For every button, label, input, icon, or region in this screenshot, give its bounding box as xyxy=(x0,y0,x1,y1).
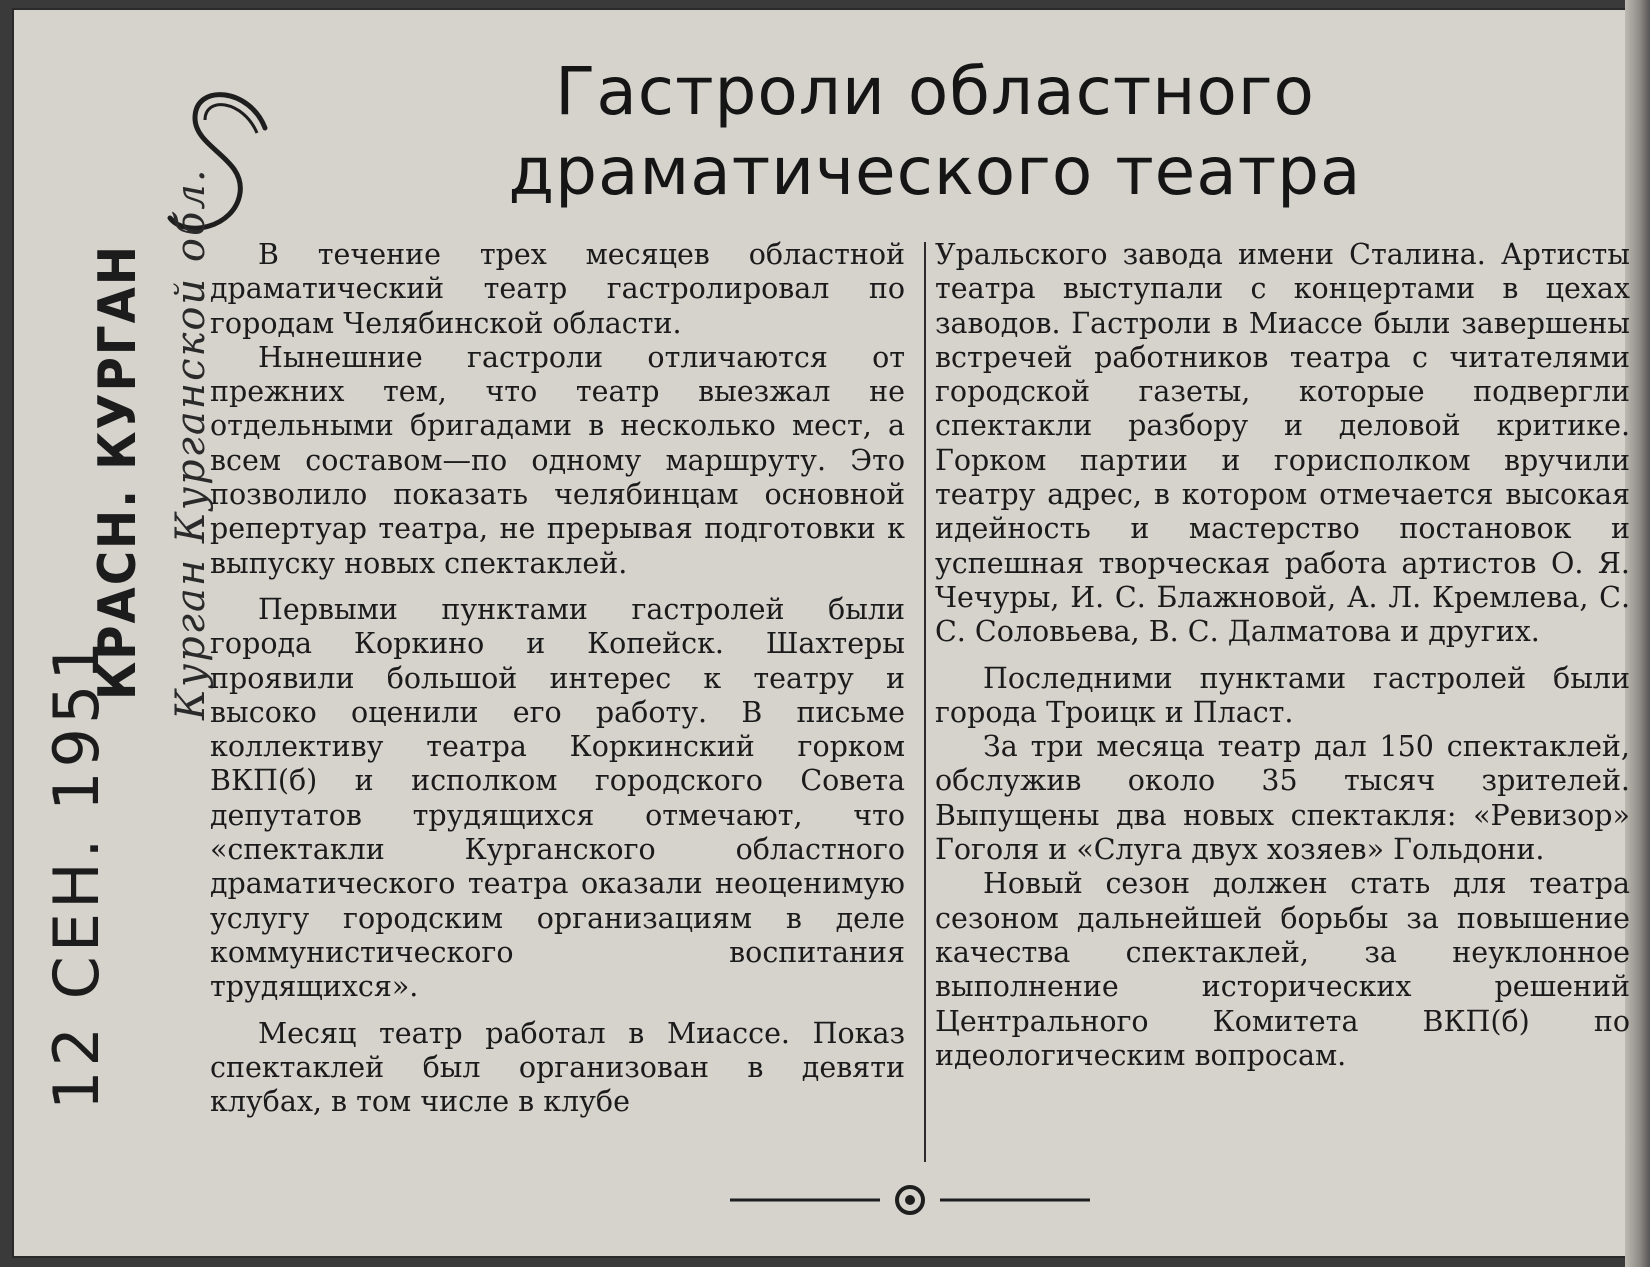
paragraph: За три месяца театр дал 150 спектаклей, обслужив около 35 тысяч зрителей. Выпущены два новых спектакля: «Ревизор» Гоголя и «Слуга двух хозяев» Гольдони. xyxy=(935,730,1630,867)
end-of-article-ornament xyxy=(730,1180,1090,1220)
column-divider xyxy=(924,242,926,1162)
article-headline xyxy=(460,52,1410,212)
paragraph: Месяц театр работал в Миассе. Показ спектаклей был организован в девяти клубах, в том числе в клубе xyxy=(210,1016,905,1119)
article-column-right xyxy=(935,238,1630,1073)
paragraph: Новый сезон должен стать для театра сезоном дальнейшей борьбы за повышение качества спектаклей, за неуклонное выполнение исторических решений Центрального Комитета ВКП(б) по идеологическим вопросам. xyxy=(935,867,1630,1072)
stamp-date: 12 СЕН. 1951 xyxy=(40,637,113,1110)
headline-line-2: драматического театра xyxy=(508,133,1362,210)
headline-line-1: Гастроли областного xyxy=(555,53,1315,130)
handwritten-location-note: Курган Курганской обл. xyxy=(168,167,214,720)
paragraph: Последними пунктами гастролей были города Троицк и Пласт. xyxy=(935,661,1630,729)
stamp-newspaper-name: КРАСН. КУРГАН xyxy=(88,243,148,700)
article-column-left xyxy=(210,238,905,1119)
paragraph: Первыми пунктами гастролей были города Коркино и Копейск. Шахтеры проявили большой интерес к театру и высоко оценили его работу. В письме коллективу театра Коркинский горком ВКП(б) и исполком городского Совета депутатов трудящихся отмечают, что «спектакли Курганского областного драматического театра оказали неоценимую услугу городским организациям в деле коммунистического воспитания трудящихся». xyxy=(210,592,905,1004)
paragraph: В течение трех месяцев областной драматический театр гастролировал по городам Челябинской области. xyxy=(210,238,905,340)
paragraph: Уральского завода имени Сталина. Артисты театра выступали с концертами в цехах заводов. Гастроли в Миассе были завершены встречей работников театра с читателями городской газеты, которые подвергли спектакли разбору и деловой критике. Горком партии и горисполком вручили театру адрес, в котором отмечается высокая идейность и мастерство постановок и успешная творческая работа артистов О. Я. Чечуры, И. С. Блажновой, А. Л. Кремлева, С. С. Соловьева, В. С. Далматова и других. xyxy=(935,238,1630,649)
paragraph: Нынешние гастроли отличаются от прежних тем, что театр выезжал не отдельными бригадами в несколько мест, а всем составом—по одному маршруту. Это позволило показать челябинцам основной репертуар театра, не прерывая подготовки к выпуску новых спектаклей. xyxy=(210,340,905,580)
